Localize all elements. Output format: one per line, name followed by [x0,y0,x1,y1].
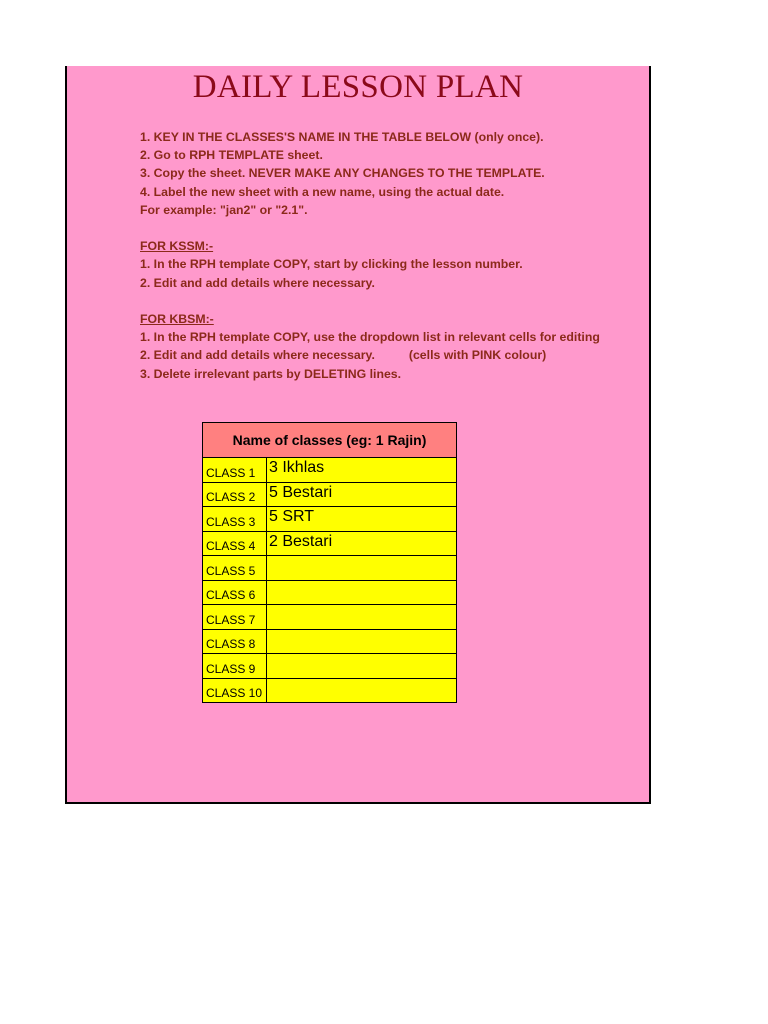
class-label: CLASS 7 [203,605,267,630]
table-row [203,605,457,630]
class-name-cell[interactable]: 5 SRT [267,507,457,532]
table-row [203,531,457,556]
kbsm-step: 3. Delete irrelevant parts by DELETING lines. [140,366,402,381]
class-label: CLASS 10 [203,678,267,703]
table-row [203,654,457,679]
page-title: DAILY LESSON PLAN [192,69,524,105]
class-label: CLASS 6 [203,580,267,605]
lesson-plan-sheet [65,66,651,804]
spacer [140,219,640,237]
class-label: CLASS 8 [203,629,267,654]
table-row [203,580,457,605]
kbsm-heading: FOR KBSM:- [140,312,214,326]
pink-cells-note: (cells with PINK colour) [408,348,547,363]
class-label: CLASS 1 [203,458,267,483]
class-label: CLASS 4 [203,531,267,556]
class-label: CLASS 3 [203,507,267,532]
class-name-cell[interactable]: 2 Bestari [267,531,457,556]
spacer [140,292,640,310]
table-row [203,556,457,581]
class-name-cell[interactable]: 3 Ikhlas [267,458,457,483]
kssm-step: 2. Edit and add details where necessary. [140,275,375,290]
table-row [203,629,457,654]
instructions-block [140,128,640,383]
kbsm-step-with-note [140,346,640,364]
table-header: Name of classes (eg: 1 Rajin) [203,423,457,458]
class-name-cell[interactable]: 5 Bestari [267,482,457,507]
kbsm-step: 2. Edit and add details where necessary. [140,348,375,363]
table-row [203,507,457,532]
class-label: CLASS 5 [203,556,267,581]
kssm-heading: FOR KSSM:- [140,239,214,254]
kssm-step: 1. In the RPH template COPY, start by clicking the lesson number. [140,257,523,272]
class-name-cell[interactable] [267,556,457,581]
class-name-cell[interactable] [267,629,457,654]
class-label: CLASS 9 [203,654,267,679]
instruction-line: 4. Label the new sheet with a new name, using the actual date. [140,184,505,199]
class-name-cell[interactable] [267,654,457,679]
class-name-cell[interactable] [267,580,457,605]
instruction-line: 3. Copy the sheet. NEVER MAKE ANY CHANGES TO THE TEMPLATE. [140,166,545,181]
table-header-row [203,423,457,458]
table-row [203,482,457,507]
class-names-table [202,422,457,703]
table-row [203,678,457,703]
instruction-line: For example: "jan2" or "2.1". [140,202,308,217]
class-name-cell[interactable] [267,605,457,630]
instruction-line: 1. KEY IN THE CLASSES'S NAME IN THE TABLE BELOW (only once). [140,130,544,144]
instruction-line: 2. Go to RPH TEMPLATE sheet. [140,148,323,163]
class-label: CLASS 2 [203,482,267,507]
table-row [203,458,457,483]
class-name-cell[interactable] [267,678,457,703]
kbsm-step: 1. In the RPH template COPY, use the dropdown list in relevant cells for editing [140,330,600,345]
